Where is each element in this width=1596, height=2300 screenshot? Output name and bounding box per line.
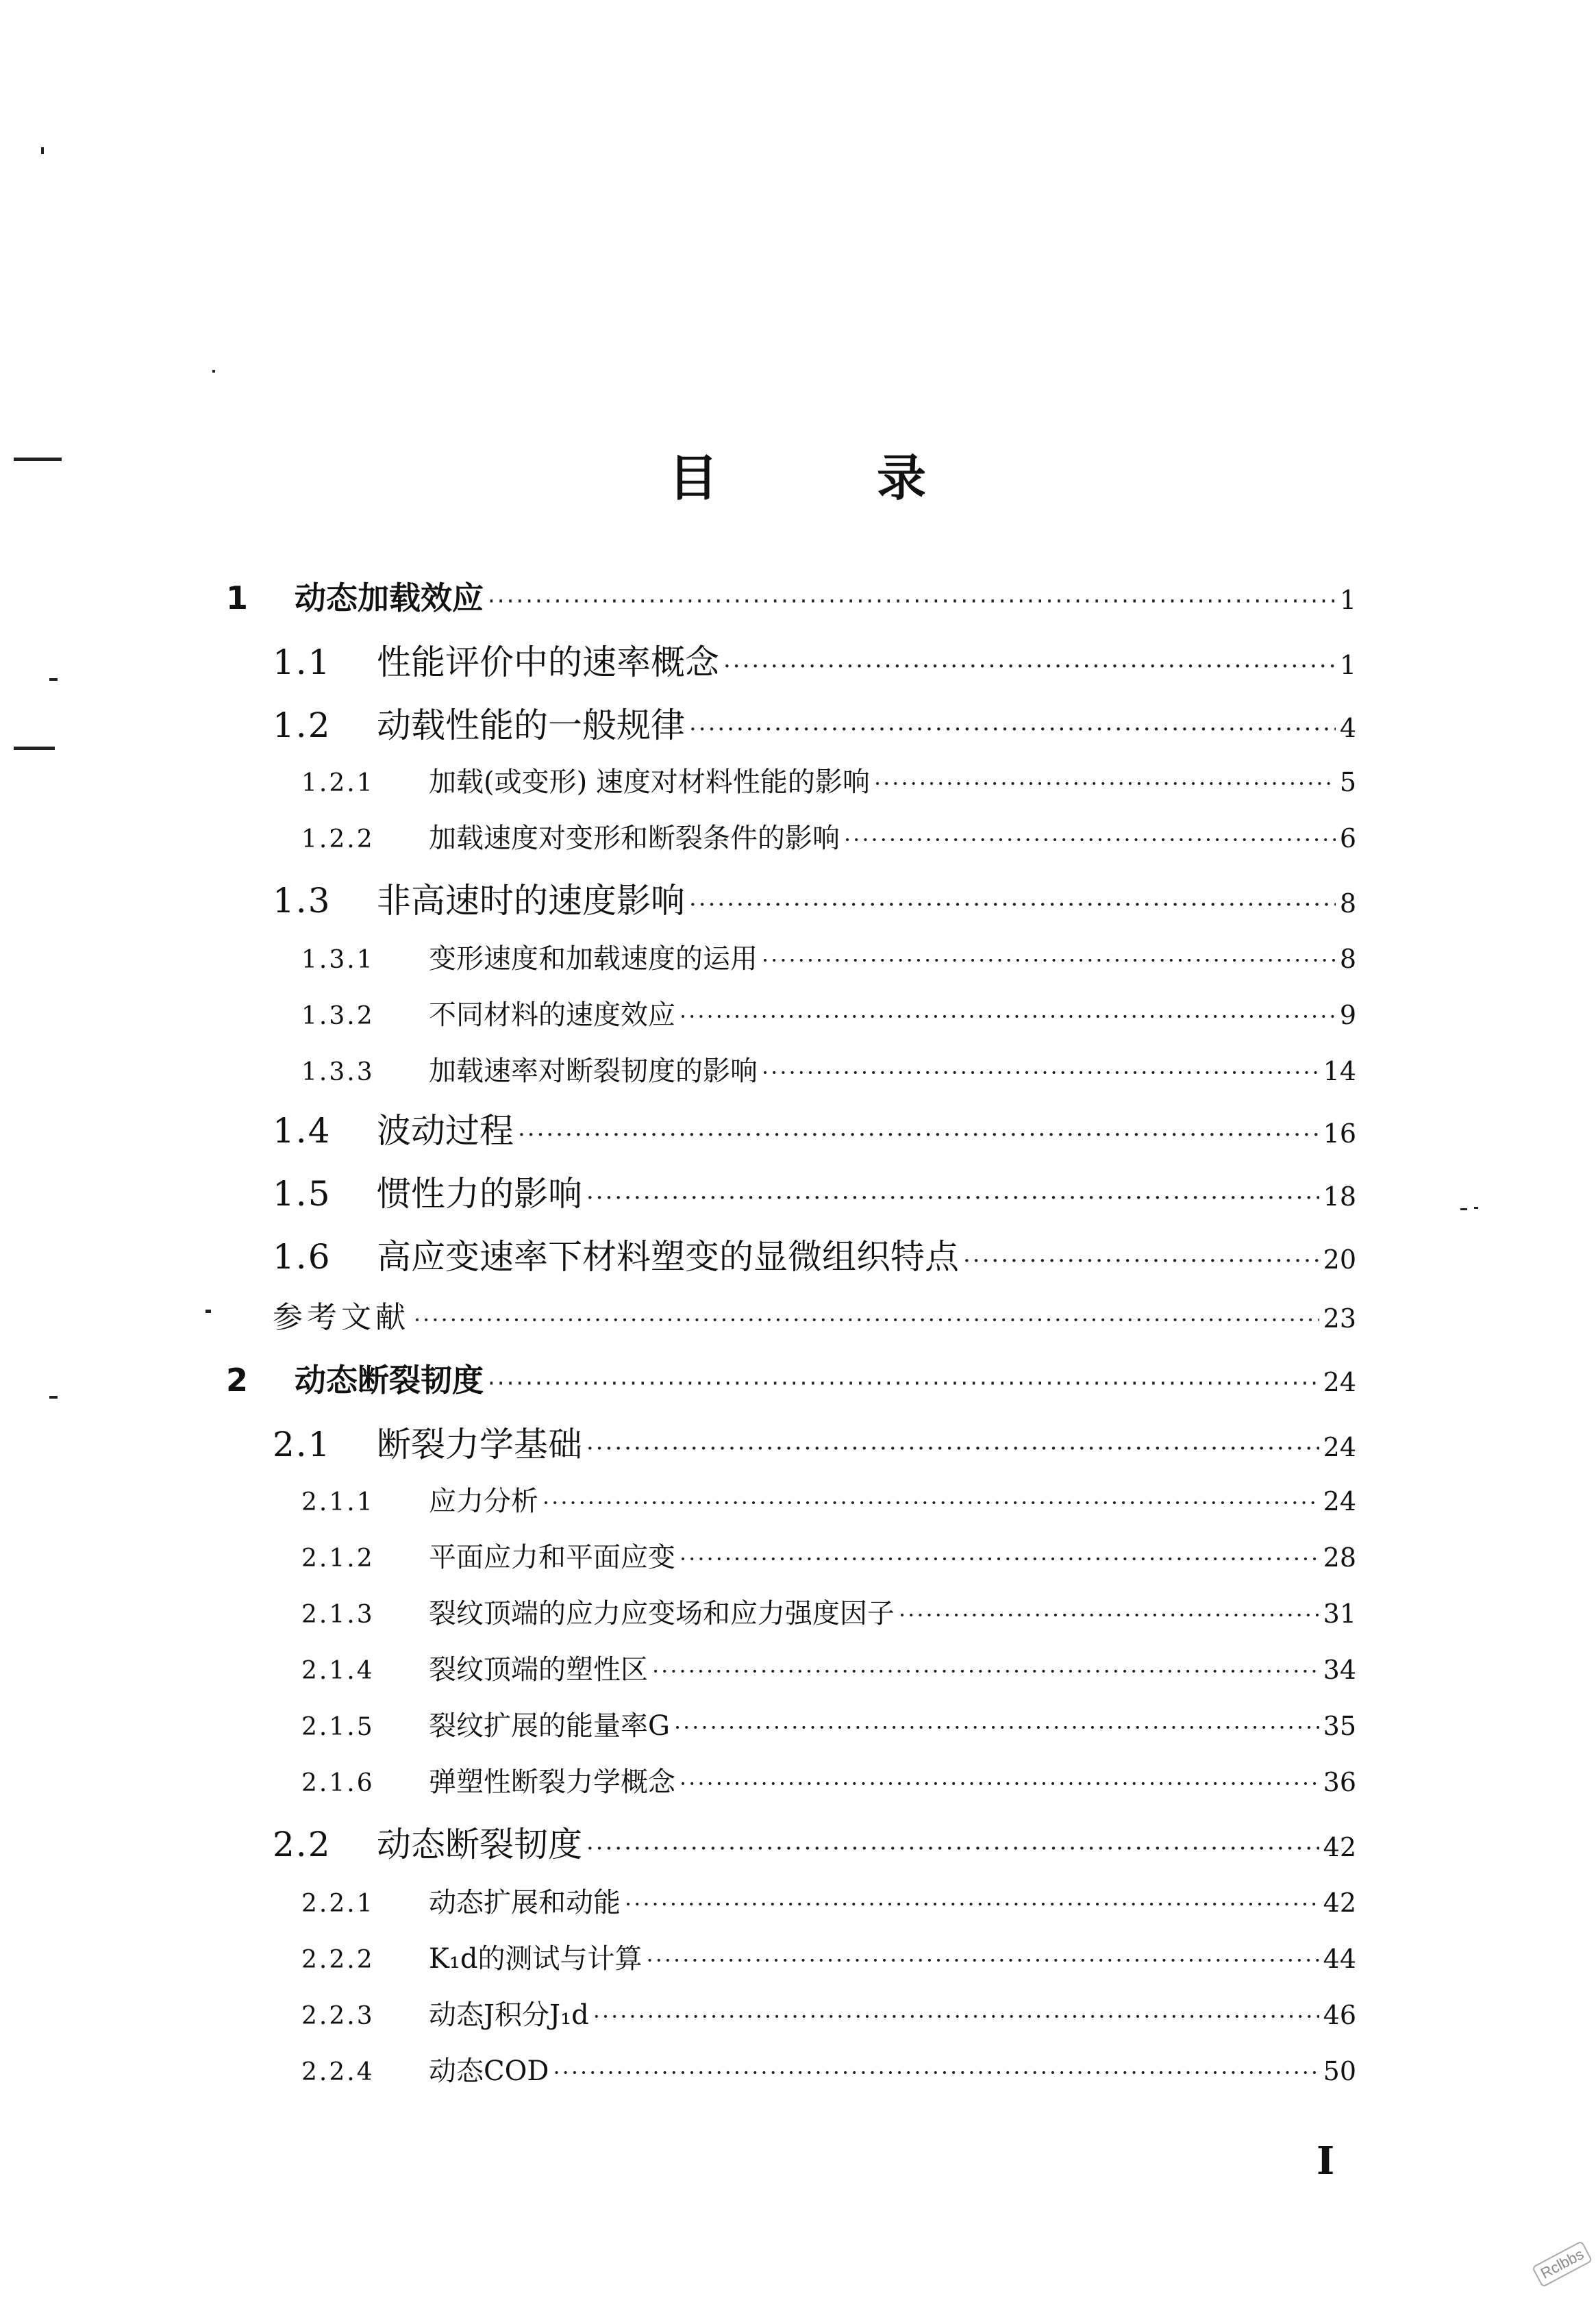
dot-leader — [679, 1005, 1336, 1027]
entry-number: 1.3.1 — [301, 946, 375, 974]
entry-title: 性能评价中的速率概念 — [377, 642, 719, 682]
entry-number: 2.1.6 — [301, 1769, 375, 1797]
dot-leader — [652, 1660, 1319, 1682]
entry-page: 9 — [1339, 1000, 1356, 1030]
entry-number: 2.1.4 — [301, 1657, 375, 1685]
entry-title: 加载速度对变形和断裂条件的影响 — [429, 823, 840, 854]
dot-leader — [647, 1949, 1319, 1971]
entry-title: 参考文献 — [273, 1300, 410, 1335]
dot-leader — [963, 1249, 1319, 1273]
entry-title: 断裂力学基础 — [377, 1425, 582, 1464]
entry-number: 2.2 — [273, 1825, 332, 1864]
entry-number: 2.2.4 — [301, 2058, 375, 2086]
toc-entry-chapter — [226, 1362, 1356, 1399]
toc-entry-section — [273, 881, 1356, 921]
toc-entry-subsection — [301, 2055, 1356, 2087]
entry-page: 20 — [1323, 1245, 1356, 1275]
toc-entry-section — [273, 1111, 1356, 1151]
entry-title: 高应变速率下材料塑变的显微组织特点 — [377, 1237, 959, 1277]
entry-title: 应力分析 — [429, 1486, 538, 1517]
toc-entry-subsection — [301, 1712, 1356, 1740]
entry-page: 42 — [1323, 1832, 1356, 1862]
entry-page: 24 — [1323, 1486, 1356, 1516]
dot-leader — [723, 655, 1336, 678]
entry-page: 42 — [1323, 1888, 1356, 1918]
toc-entry-subsection — [301, 1488, 1356, 1515]
dot-leader — [689, 893, 1336, 916]
entry-page: 44 — [1323, 1944, 1356, 1974]
toc-entry-subsection — [301, 1600, 1356, 1627]
entry-number: 1.2.2 — [301, 825, 375, 853]
entry-number: 1.1 — [273, 642, 332, 682]
dot-leader — [679, 1548, 1319, 1570]
entry-number: 1 — [226, 579, 249, 616]
entry-title: 平面应力和平面应变 — [429, 1542, 675, 1573]
toc-entry-subsection — [301, 1055, 1356, 1087]
dot-leader — [625, 1893, 1319, 1915]
toc-entry-subsection — [301, 1768, 1356, 1796]
entry-page: 46 — [1323, 2000, 1356, 2030]
entry-title: 非高速时的速度影响 — [377, 881, 685, 921]
toc-entry-chapter — [226, 579, 1356, 616]
entry-title: 动态COD — [429, 2055, 549, 2087]
dot-leader — [593, 2005, 1319, 2027]
toc-entry-section — [273, 1174, 1356, 1214]
entry-title: 动态断裂韧度 — [377, 1825, 582, 1864]
entry-number: 2.1 — [273, 1425, 332, 1464]
entry-number: 1.3 — [273, 881, 332, 921]
entry-number: 2 — [226, 1362, 249, 1399]
entry-title: 加载速率对断裂韧度的影响 — [429, 1055, 758, 1087]
title-char-1: 目 — [668, 449, 719, 507]
dot-leader — [674, 1716, 1319, 1738]
entry-page: 6 — [1339, 823, 1356, 853]
entry-number: 2.1.3 — [301, 1601, 375, 1629]
toc-title — [0, 438, 1596, 510]
entry-page: 8 — [1339, 944, 1356, 974]
entry-number: 1.6 — [273, 1237, 332, 1277]
entry-title: 动态J积分J₁d — [429, 1999, 589, 2031]
entry-page: 18 — [1323, 1182, 1356, 1212]
entry-number: 2.2.2 — [301, 1946, 375, 1974]
entry-number: 1.3.2 — [301, 1002, 375, 1030]
entry-number: 1.5 — [273, 1174, 332, 1214]
dot-leader — [414, 1309, 1319, 1331]
toc-entry-subsection — [301, 1656, 1356, 1684]
entry-title: 波动过程 — [377, 1111, 514, 1151]
entry-page: 28 — [1323, 1542, 1356, 1573]
toc-entry-section — [273, 642, 1356, 682]
dot-leader — [586, 1186, 1319, 1210]
dot-leader — [679, 1773, 1319, 1795]
entry-title: 裂纹顶端的应力应变场和应力强度因子 — [429, 1598, 895, 1629]
dot-leader — [553, 2062, 1319, 2084]
entry-page: 8 — [1339, 888, 1356, 918]
dot-leader — [586, 1837, 1319, 1860]
entry-title: K₁d的测试与计算 — [429, 1943, 643, 1975]
toc-entry-subsection — [301, 768, 1356, 796]
entry-page: 31 — [1323, 1599, 1356, 1629]
entry-page: 36 — [1323, 1767, 1356, 1797]
entry-title: 惯性力的影响 — [377, 1174, 582, 1214]
toc-entry-subsection — [301, 945, 1356, 973]
dot-leader — [518, 1123, 1319, 1147]
toc-entry-section — [273, 1827, 1356, 1862]
dot-leader — [488, 1372, 1319, 1395]
entry-page: 1 — [1339, 650, 1356, 680]
entry-number: 2.2.1 — [301, 1890, 375, 1918]
entry-title: 动态扩展和动能 — [429, 1887, 621, 1918]
entry-title: 裂纹扩展的能量率G — [429, 1710, 670, 1742]
entry-number: 1.4 — [273, 1111, 332, 1151]
entry-title: 不同材料的速度效应 — [429, 999, 675, 1031]
dot-leader — [586, 1437, 1319, 1460]
toc-entry-subsection — [301, 2001, 1356, 2029]
entry-number: 1.2 — [273, 705, 332, 745]
entry-title: 变形速度和加载速度的运用 — [429, 943, 758, 975]
dot-leader — [543, 1492, 1319, 1514]
toc-entry-section — [273, 705, 1356, 745]
watermark-stamp: Rclbbs — [1532, 2240, 1593, 2288]
entry-page: 5 — [1339, 767, 1356, 797]
entry-title: 动态加载效应 — [295, 579, 484, 616]
entry-number: 1.3.3 — [301, 1058, 375, 1086]
entry-number: 2.1.1 — [301, 1488, 375, 1516]
toc-entry-section — [273, 1237, 1356, 1277]
entry-number: 2.2.3 — [301, 2002, 375, 2030]
toc-entry-subsection — [301, 825, 1356, 852]
toc-entry-subsection — [301, 1001, 1356, 1029]
entry-page: 24 — [1323, 1367, 1356, 1397]
entry-title: 弹塑性断裂力学概念 — [429, 1766, 675, 1798]
entry-title: 裂纹顶端的塑性区 — [429, 1654, 648, 1686]
entry-number: 2.1.5 — [301, 1713, 375, 1741]
entry-page: 1 — [1339, 585, 1356, 615]
dot-leader — [689, 718, 1336, 741]
dot-leader — [488, 590, 1336, 613]
toc-entry-subsection — [301, 1889, 1356, 1916]
entry-page: 4 — [1339, 713, 1356, 743]
entry-page: 50 — [1323, 2056, 1356, 2086]
entry-page: 16 — [1323, 1118, 1356, 1149]
entry-title: 动载性能的一般规律 — [377, 705, 685, 745]
dot-leader — [762, 1062, 1319, 1084]
entry-page: 35 — [1323, 1711, 1356, 1741]
page-folio: Ⅰ — [1317, 2138, 1335, 2184]
toc-entry-subsection — [301, 1945, 1356, 1973]
entry-title: 加载(或变形) 速度对材料性能的影响 — [429, 766, 870, 798]
entry-number: 2.1.2 — [301, 1545, 375, 1573]
title-char-2: 录 — [877, 449, 928, 507]
dot-leader — [762, 949, 1336, 971]
entry-page: 24 — [1323, 1432, 1356, 1462]
dot-leader — [899, 1604, 1319, 1626]
entry-number: 1.2.1 — [301, 769, 375, 797]
toc-entry-section — [273, 1427, 1356, 1462]
toc-entry-subsection — [301, 1544, 1356, 1571]
entry-page: 34 — [1323, 1655, 1356, 1685]
dot-leader — [844, 829, 1336, 851]
entry-title: 动态断裂韧度 — [295, 1362, 484, 1399]
entry-page: 14 — [1323, 1056, 1356, 1086]
entry-page: 23 — [1323, 1303, 1356, 1334]
dot-leader — [874, 773, 1336, 795]
toc-entry-references — [273, 1300, 1356, 1335]
